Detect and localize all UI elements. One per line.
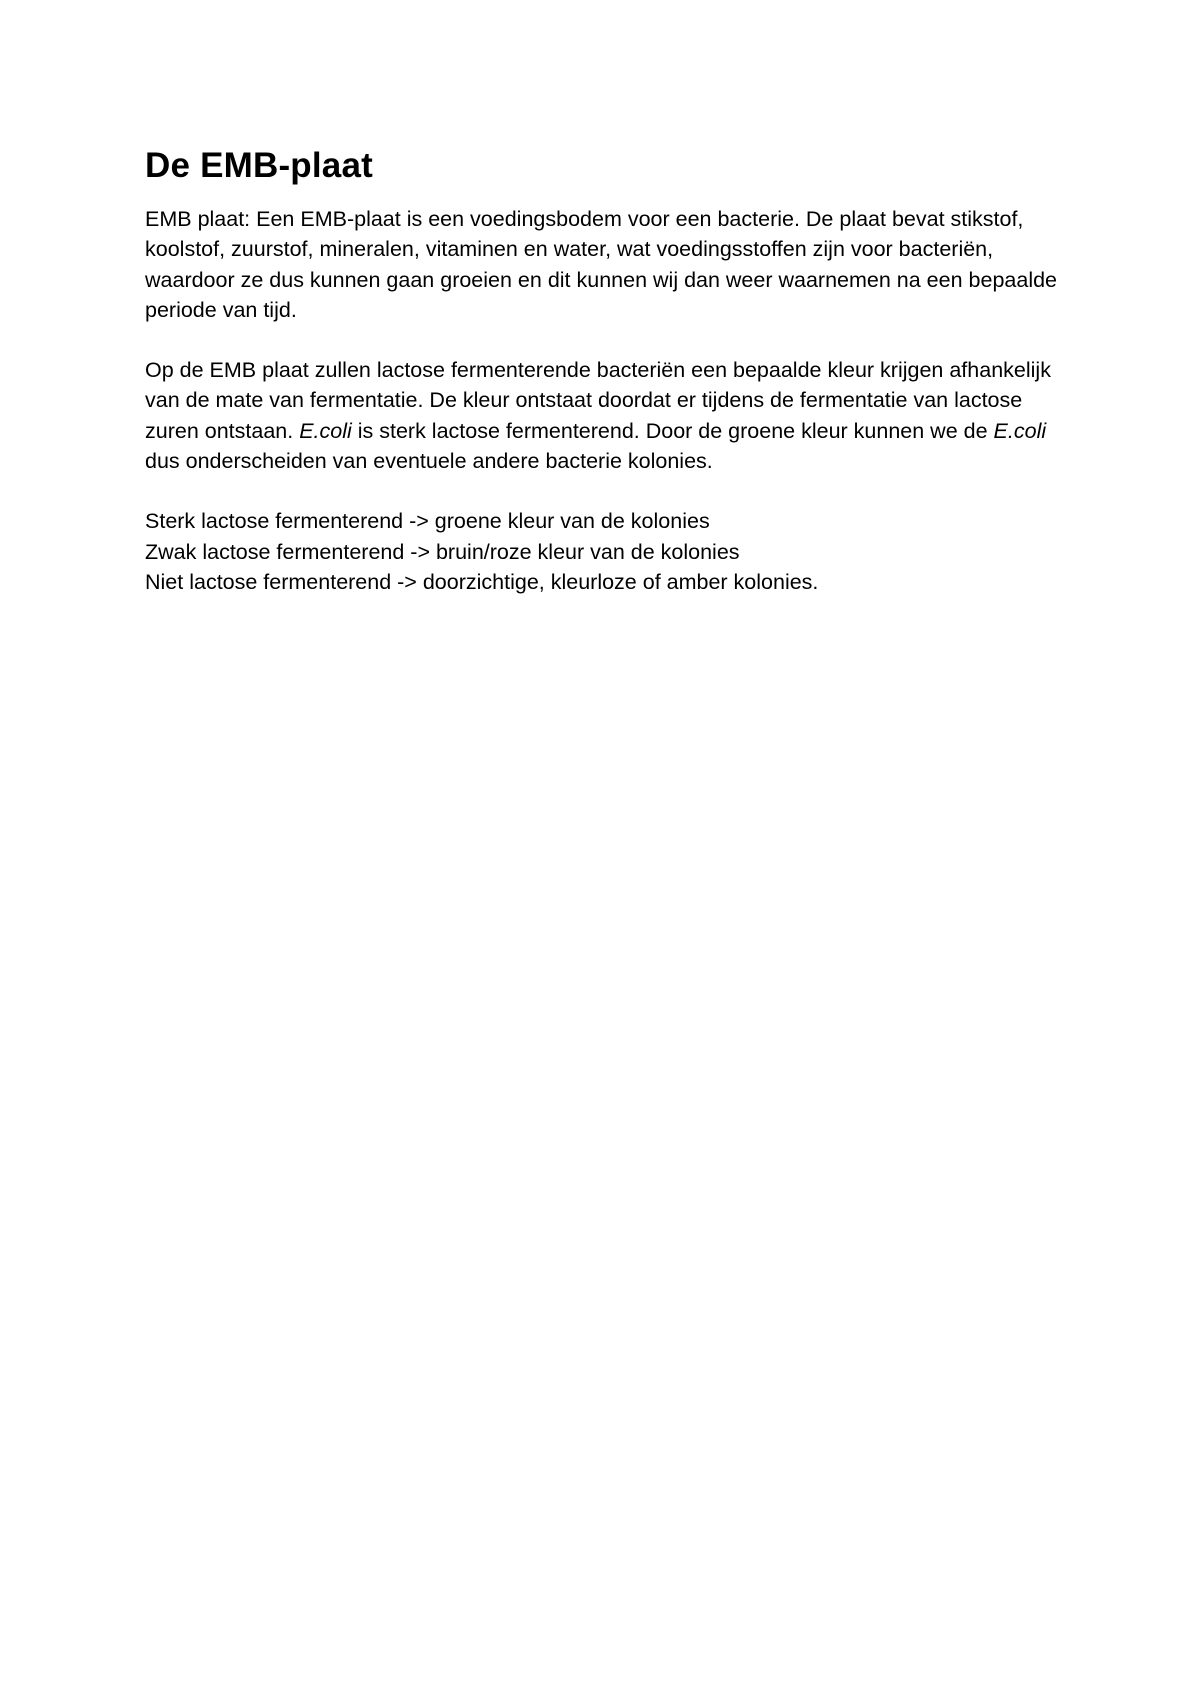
paragraph-emb-description: EMB plaat: Een EMB-plaat is een voedingsbodem voor een bacterie. De plaat bevat stikstof, koolstof, zuurstof, mineralen, vitaminen en water, wat voedingsstoffen zijn voor bacteriën, waardoor ze dus kunnen gaan groeien en dit kunnen wij dan weer waarnemen na een bepaalde periode van tijd.	[145, 207, 1058, 322]
list-line-weak: Zwak lactose fermenterend -> bruin/roze kleur van de kolonies	[145, 539, 740, 564]
document-content	[145, 142, 1065, 597]
paragraph-text-part3: dus onderscheiden van eventuele andere bacterie kolonies.	[145, 449, 713, 474]
paragraph-text-part1: Op de EMB plaat zullen lactose fermenterende bacteriën een bepaalde kleur krijgen afhankelijk van de mate van fermentatie. De kleur ontstaat doordat er tijdens de fermentatie van lactose zuren ontstaan.	[145, 358, 1051, 443]
list-line-none: Niet lactose fermenterend -> doorzichtige, kleurloze of amber kolonies.	[145, 569, 819, 594]
list-line-strong: Sterk lactose fermenterend -> groene kleur van de kolonies	[145, 509, 710, 534]
ecoli-term: E.coli	[299, 418, 352, 443]
fermentation-color-list	[145, 506, 1065, 597]
ecoli-term: E.coli	[993, 418, 1047, 443]
document-title: De EMB-plaat	[145, 146, 373, 185]
paragraph-lactose-fermentation	[145, 355, 1065, 476]
paragraph-text-part2: is sterk lactose fermenterend. Door de groene kleur kunnen we de	[351, 418, 994, 443]
